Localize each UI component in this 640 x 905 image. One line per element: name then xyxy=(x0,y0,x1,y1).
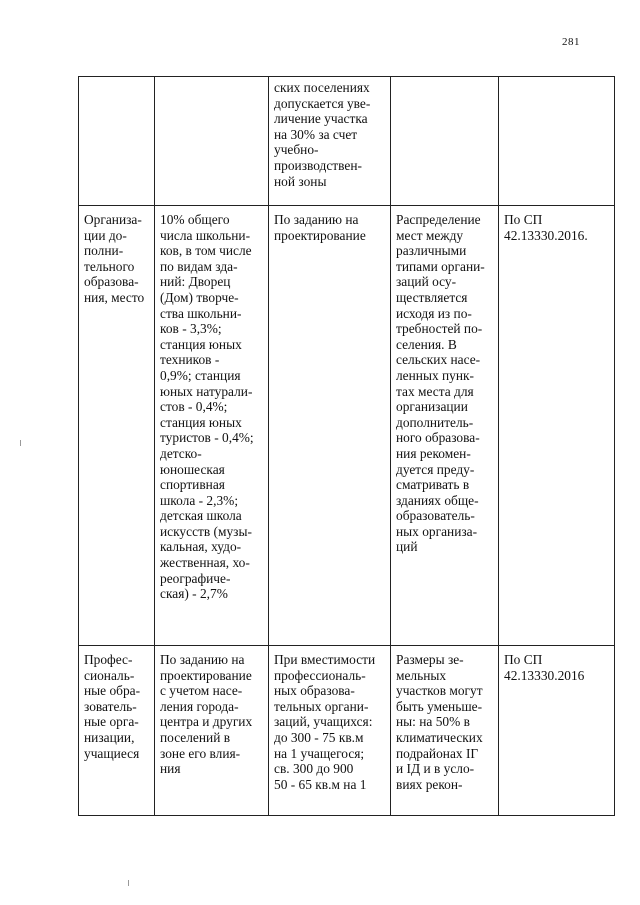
table-cell: Распределение мест между различными типами органи- заций осу- ществляется исходя из по- требностей по- селения. В сельских насе- ленных пунк- тах места для организации дополнитель- ного образова- ния рекомен- дуется преду- сматривать в зданиях обще- образователь- ных организа- ций xyxy=(391,206,499,646)
table-cell xyxy=(79,77,155,206)
table-row xyxy=(79,206,615,646)
table-cell: Организа- ции до- полни- тельного образова- ния, место xyxy=(79,206,155,646)
page-number: 281 xyxy=(562,36,580,48)
table-cell xyxy=(391,77,499,206)
table-cell: Профес- сиональ- ные обра- зователь- ные орга- низации, учащиеся xyxy=(79,646,155,816)
table-cell: По СП 42.13330.2016 xyxy=(499,646,615,816)
table-cell: По заданию на проектирование xyxy=(269,206,391,646)
table-cell: 10% общего числа школьни- ков, в том числе по видам зда- ний: Дворец (Дом) творче- ства школьни- ков - 3,3%; станция юных техников - 0,9%; станция юных натурали- стов - 0,4%; станция юных туристов - 0,4%; детско- юношеская спортивная школа - 2,3%; детская школа искусств (музы- кальная, худо- жественная, хо- реографиче- ская) - 2,7% xyxy=(155,206,269,646)
table-cell: По СП 42.13330.2016. xyxy=(499,206,615,646)
table-cell: ских поселениях допускается уве- личение участка на 30% за счет учебно- производствен- ной зоны xyxy=(269,77,391,206)
table-cell: По заданию на проектирование с учетом насе- ления города- центра и других поселений в зоне его влия- ния xyxy=(155,646,269,816)
table-cell: При вместимости профессиональ- ных образова- тельных органи- заций, учащихся: до 300 - 75 кв.м на 1 учащегося; св. 300 до 900 50 - 65 кв.м на 1 xyxy=(269,646,391,816)
table-cell xyxy=(499,77,615,206)
table-cell xyxy=(155,77,269,206)
norms-table xyxy=(78,76,615,816)
table-cell: Размеры зе- мельных участков могут быть уменьше- ны: на 50% в климатических подрайонах IГ и IД и в усло- виях рекон- xyxy=(391,646,499,816)
table-row xyxy=(79,646,615,816)
table-row xyxy=(79,77,615,206)
scan-mark xyxy=(20,440,21,446)
scan-mark xyxy=(128,880,129,886)
